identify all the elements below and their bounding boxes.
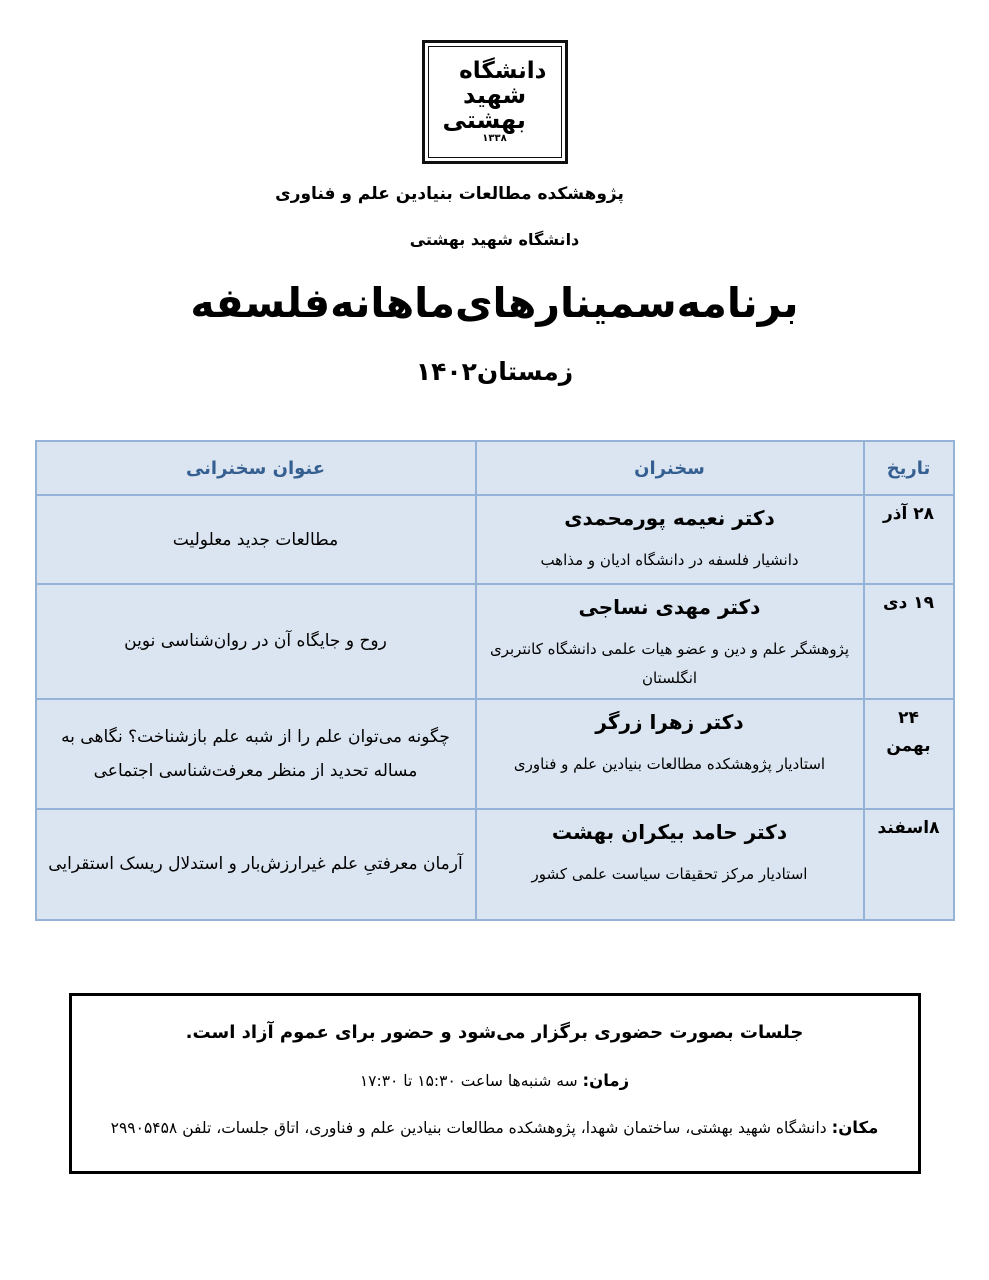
page-title: برنامه‌سمینارهای‌ماهانه‌فلسفه bbox=[190, 279, 799, 327]
seminar-topic: مطالعات جدید معلولیت bbox=[36, 495, 476, 584]
column-header-date: تاریخ bbox=[864, 441, 954, 495]
speaker-cell bbox=[476, 495, 864, 584]
speaker-cell bbox=[476, 584, 864, 699]
speaker-cell bbox=[476, 809, 864, 920]
seminar-date: ۲۸ آذر bbox=[864, 495, 954, 584]
seminar-table bbox=[35, 440, 955, 921]
table-row bbox=[36, 495, 954, 584]
speaker-name: دکتر حامد بیکران بهشت bbox=[551, 819, 788, 844]
speaker-affiliation: پژوهشگر علم و دین و عضو هیات علمی دانشگاه کانتربری انگلستان bbox=[489, 640, 850, 688]
speaker-affiliation: دانشیار فلسفه در دانشگاه ادیان و مذاهب bbox=[540, 551, 799, 569]
seminar-topic: روح و جایگاه آن در روان‌شناسی نوین bbox=[36, 584, 476, 699]
column-header-speaker: سخنران bbox=[476, 441, 864, 495]
university-logo-inner bbox=[428, 46, 562, 158]
table-header-row bbox=[36, 441, 954, 495]
info-box bbox=[69, 993, 921, 1174]
table-row bbox=[36, 809, 954, 920]
season-subtitle: زمستان‌۱۴۰۲ bbox=[415, 357, 574, 386]
seminar-date: ۱۹ دی bbox=[864, 584, 954, 699]
speaker-affiliation: استادیار مرکز تحقیقات سیاست علمی کشور bbox=[531, 864, 808, 883]
university-logo bbox=[422, 40, 568, 164]
logo-container bbox=[0, 0, 989, 164]
seminar-table-body bbox=[36, 495, 954, 920]
time-value: سه شنبه‌ها ساعت ۱۵:۳۰ تا ۱۷:۳۰ bbox=[359, 1071, 578, 1090]
logo-year: ۱۳۳۸ bbox=[482, 133, 507, 145]
seminar-table-head bbox=[36, 441, 954, 495]
seminar-date: ۸اسفند bbox=[864, 809, 954, 920]
table-row bbox=[36, 584, 954, 699]
logo-word-2: شهید bbox=[462, 81, 527, 110]
speaker-affiliation: استادیار پژوهشکده مطالعات بنیادین علم و فناوری bbox=[513, 754, 826, 773]
institute-name: پژوهشکده مطالعات بنیادین علم و فناوری bbox=[275, 184, 624, 204]
logo-word-1: دانشگاه bbox=[459, 57, 547, 84]
time-line bbox=[98, 1071, 892, 1090]
location-value: دانشگاه شهید بهشتی، ساختمان شهدا، پژوهشکده مطالعات بنیادین علم و فناوری، اتاق جلسات، تلفن ۲۹۹۰۵۴۵۸ bbox=[110, 1118, 827, 1137]
seminar-topic: آرمان معرفتیِ علم غیرارزش‌بار و استدلال ریسک استقرایی bbox=[36, 809, 476, 920]
logo-word-3: بهشتی bbox=[442, 105, 526, 134]
seminar-topic: چگونه می‌توان علم را از شبه علم بازشناخت؟ نگاهی به مساله تحدید از منظر معرفت‌شناسی اجتماعی bbox=[36, 699, 476, 809]
column-header-topic: عنوان سخنرانی bbox=[36, 441, 476, 495]
speaker-name: دکتر مهدی نساجی bbox=[578, 595, 761, 619]
university-name: دانشگاه شهید بهشتی bbox=[409, 230, 580, 249]
table-row bbox=[36, 699, 954, 809]
seminar-date: ۲۴ بهمن bbox=[864, 699, 954, 809]
speaker-name: دکتر نعیمه پورمحمدی bbox=[564, 506, 775, 530]
attendance-notice: جلسات بصورت حضوری برگزار می‌شود و حضور برای عموم آزاد است. bbox=[185, 1021, 804, 1043]
time-label: زمان: bbox=[582, 1070, 630, 1090]
location-label: مکان: bbox=[831, 1117, 879, 1137]
speaker-name: دکتر زهرا زرگر bbox=[595, 709, 744, 734]
location-line bbox=[98, 1118, 892, 1137]
speaker-cell bbox=[476, 699, 864, 809]
